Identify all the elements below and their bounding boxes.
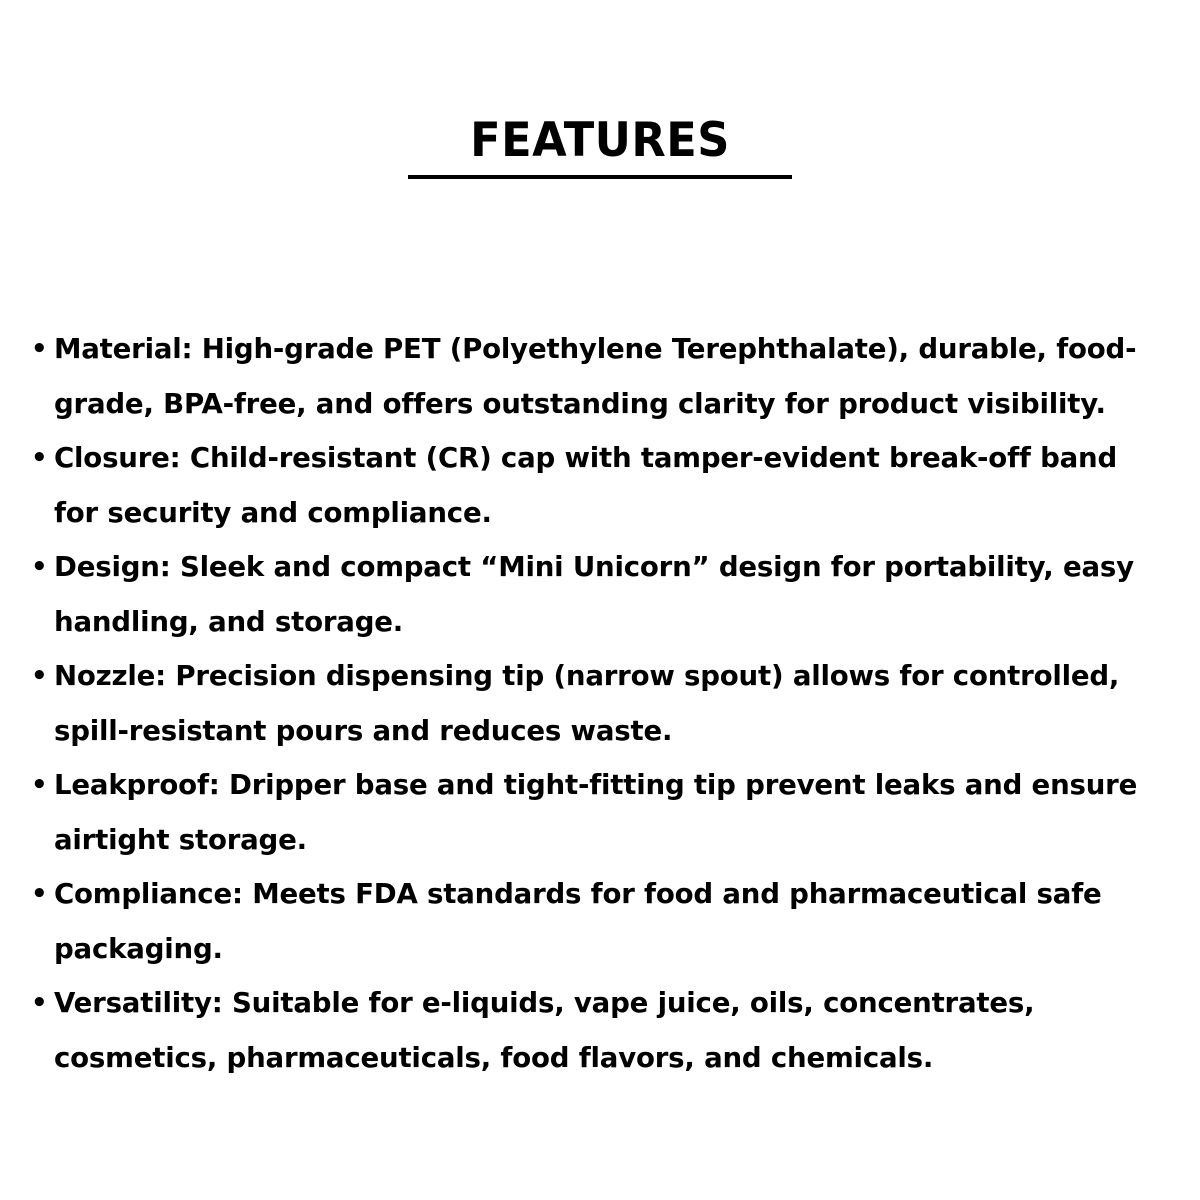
bullet-icon: •: [31, 443, 48, 473]
list-item: [0, 431, 1200, 540]
feature-text-line: Versatility: Suitable for e-liquids, vape juice, oils, concentrates,: [54, 986, 1035, 1019]
list-item: [0, 322, 1200, 431]
title-block: [0, 112, 1200, 170]
title-underline: [408, 175, 792, 179]
list-item: [0, 976, 1200, 1085]
feature-text-line: spill-resistant pours and reduces waste.: [54, 713, 673, 747]
list-item: [0, 649, 1200, 758]
feature-text-line: cosmetics, pharmaceuticals, food flavors, and chemicals.: [54, 1040, 934, 1074]
feature-text-line: Leakproof: Dripper base and tight-fitting tip prevent leaks and ensure: [54, 768, 1138, 801]
list-item: [0, 867, 1200, 976]
feature-text-line: for security and compliance.: [54, 495, 492, 529]
feature-text-line: Nozzle: Precision dispensing tip (narrow spout) allows for controlled,: [54, 659, 1120, 692]
feature-text-line: grade, BPA-free, and offers outstanding clarity for product visibility.: [54, 386, 1106, 420]
feature-text-line: Design: Sleek and compact “Mini Unicorn” design for portability, easy: [54, 550, 1134, 583]
bullet-icon: •: [31, 661, 48, 691]
page-title: FEATURES: [470, 113, 730, 168]
list-item: [0, 758, 1200, 867]
bullet-icon: •: [31, 988, 48, 1018]
feature-text-line: Material: High-grade PET (Polyethylene Terephthalate), durable, food-: [54, 332, 1137, 365]
feature-text-line: Compliance: Meets FDA standards for food and pharmaceutical safe: [54, 877, 1102, 910]
feature-text-line: airtight storage.: [54, 822, 307, 856]
feature-text-line: Closure: Child-resistant (CR) cap with tamper-evident break-off band: [54, 441, 1118, 474]
feature-text-line: packaging.: [54, 931, 223, 965]
features-list: [0, 322, 1200, 1085]
bullet-icon: •: [31, 334, 48, 364]
bullet-icon: •: [31, 552, 48, 582]
bullet-icon: •: [31, 879, 48, 909]
list-item: [0, 540, 1200, 649]
feature-text-line: handling, and storage.: [54, 604, 404, 638]
bullet-icon: •: [31, 770, 48, 800]
